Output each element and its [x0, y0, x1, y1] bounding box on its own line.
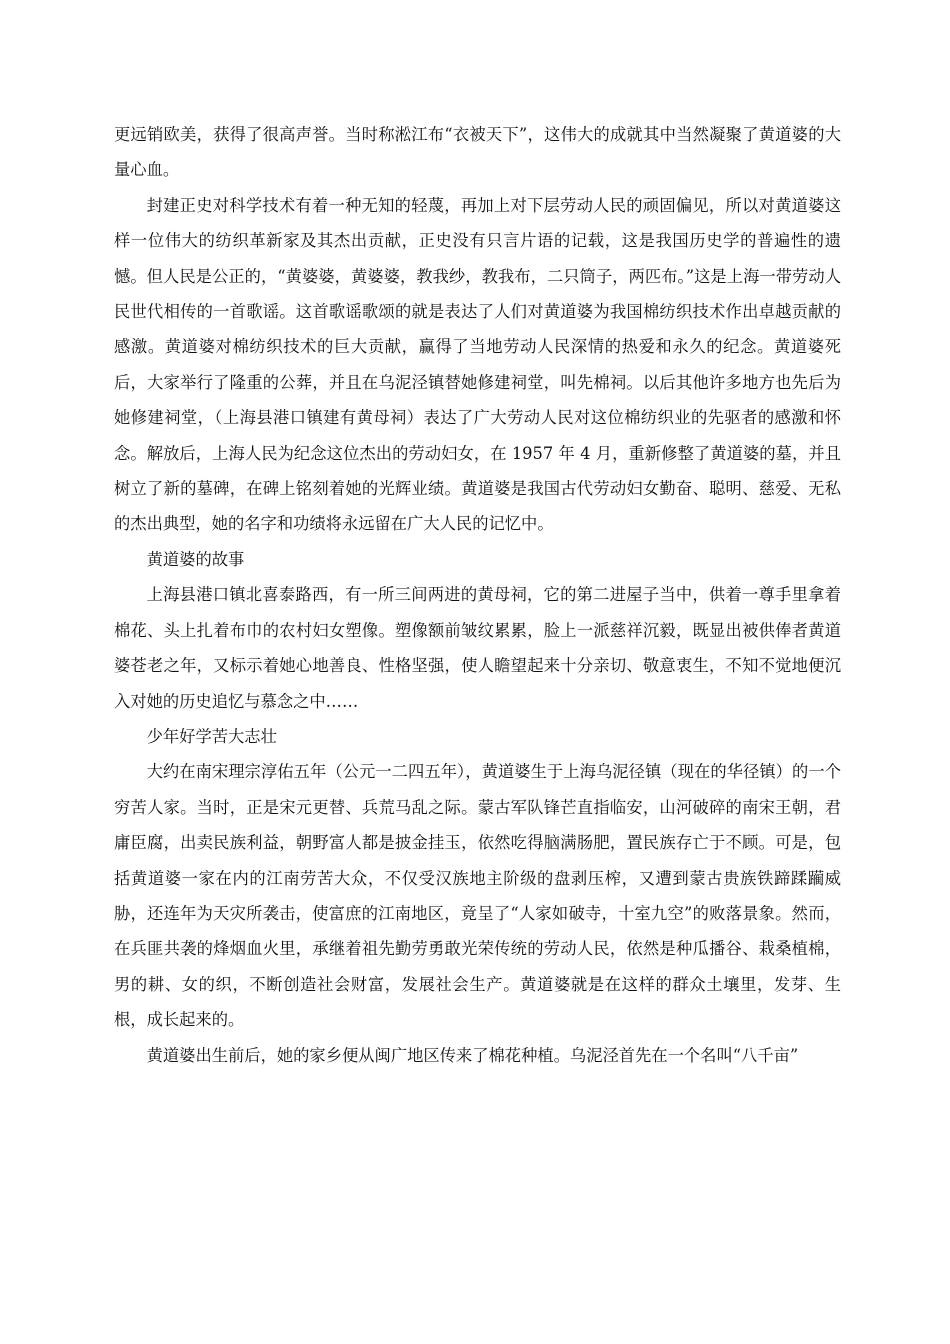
paragraph-shrine: 上海县港口镇北喜泰路西，有一所三间两进的黄母祠，它的第二进屋子当中，供着一尊手里拿着棉花、头上扎着布巾的农村妇女塑像。塑像额前皱纹累累，脸上一派慈祥沉毅，既显出被供俸者黄道婆苍老之年，又标示着她心地善良、性格坚强，使人瞻望起来十分亲切、敬意衷生，不知不觉地便沉入对她的历史追忆与慕念之中……	[114, 585, 841, 711]
section-heading-youth: 少年好学苦大志壮	[146, 726, 277, 746]
paragraph-birth: 大约在南宋理宗淳佑五年（公元一二四五年），黄道婆生于上海乌泥径镇（现在的华径镇）的一个穷苦人家。当时，正是宋元更替、兵荒马乱之际。蒙古军队锋芒直指临安，山河破碎的南宋王朝，君庸臣腐，出卖民族利益，朝野富人都是披金挂玉，依然吃得脑满肠肥，置民族存亡于不顾。可是，包括黄道婆一家在内的江南劳苦大众，不仅受汉族地主阶级的盘剥压榨，又遭到蒙古贵族铁蹄蹂躏威胁，还连年为天灾所袭击，使富庶的江南地区，竟呈了“人家如破寺，十室九空”的败落景象。然而，在兵匪共袭的烽烟血火里，承继着祖先勤劳勇敢光荣传统的劳动人民，依然是种瓜播谷、栽桑植棉，男的耕、女的织，不断创造社会财富，发展社会生产。黄道婆就是在这样的群众土壤里，发芽、生根，成长起来的。	[114, 762, 841, 1030]
paragraph-cotton: 黄道婆出生前后，她的家乡便从闽广地区传来了棉花种植。乌泥泾首先在一个名叫“八千亩”	[146, 1045, 799, 1065]
document-body	[114, 117, 841, 1073]
section-heading-story: 黄道婆的故事	[146, 549, 245, 569]
paragraph-continued: 更远销欧美，获得了很高声誉。当时称淞江布“衣被天下”，这伟大的成就其中当然凝聚了黄道婆的大量心血。	[114, 125, 841, 180]
paragraph-history-legacy: 封建正史对科学技术有着一种无知的轻蔑，再加上对下层劳动人民的顽固偏见，所以对黄道婆这样一位伟大的纺织革新家及其杰出贡献，正史没有只言片语的记载，这是我国历史学的普遍性的遗憾。但人民是公正的，“黄婆婆，黄婆婆，教我纱，教我布，二只筒子，两匹布。”这是上海一带劳动人民世代相传的一首歌谣。这首歌谣歌颂的就是表达了人们对黄道婆为我国棉纺织技术作出卓越贡献的感激。黄道婆对棉纺织技术的巨大贡献，赢得了当地劳动人民深情的热爱和永久的纪念。黄道婆死后，大家举行了隆重的公葬，并且在乌泥泾镇替她修建祠堂，叫先棉祠。以后其他许多地方也先后为她修建祠堂，（上海县港口镇建有黄母祠）表达了广大劳动人民对这位棉纺织业的先驱者的感激和怀念。解放后，上海人民为纪念这位杰出的劳动妇女，在 1957 年 4 月，重新修整了黄道婆的墓，并且树立了新的墓碑，在碑上铭刻着她的光辉业绩。黄道婆是我国古代劳动妇女勤奋、聪明、慈爱、无私的杰出典型，她的名字和功绩将永远留在广大人民的记忆中。	[114, 195, 841, 534]
